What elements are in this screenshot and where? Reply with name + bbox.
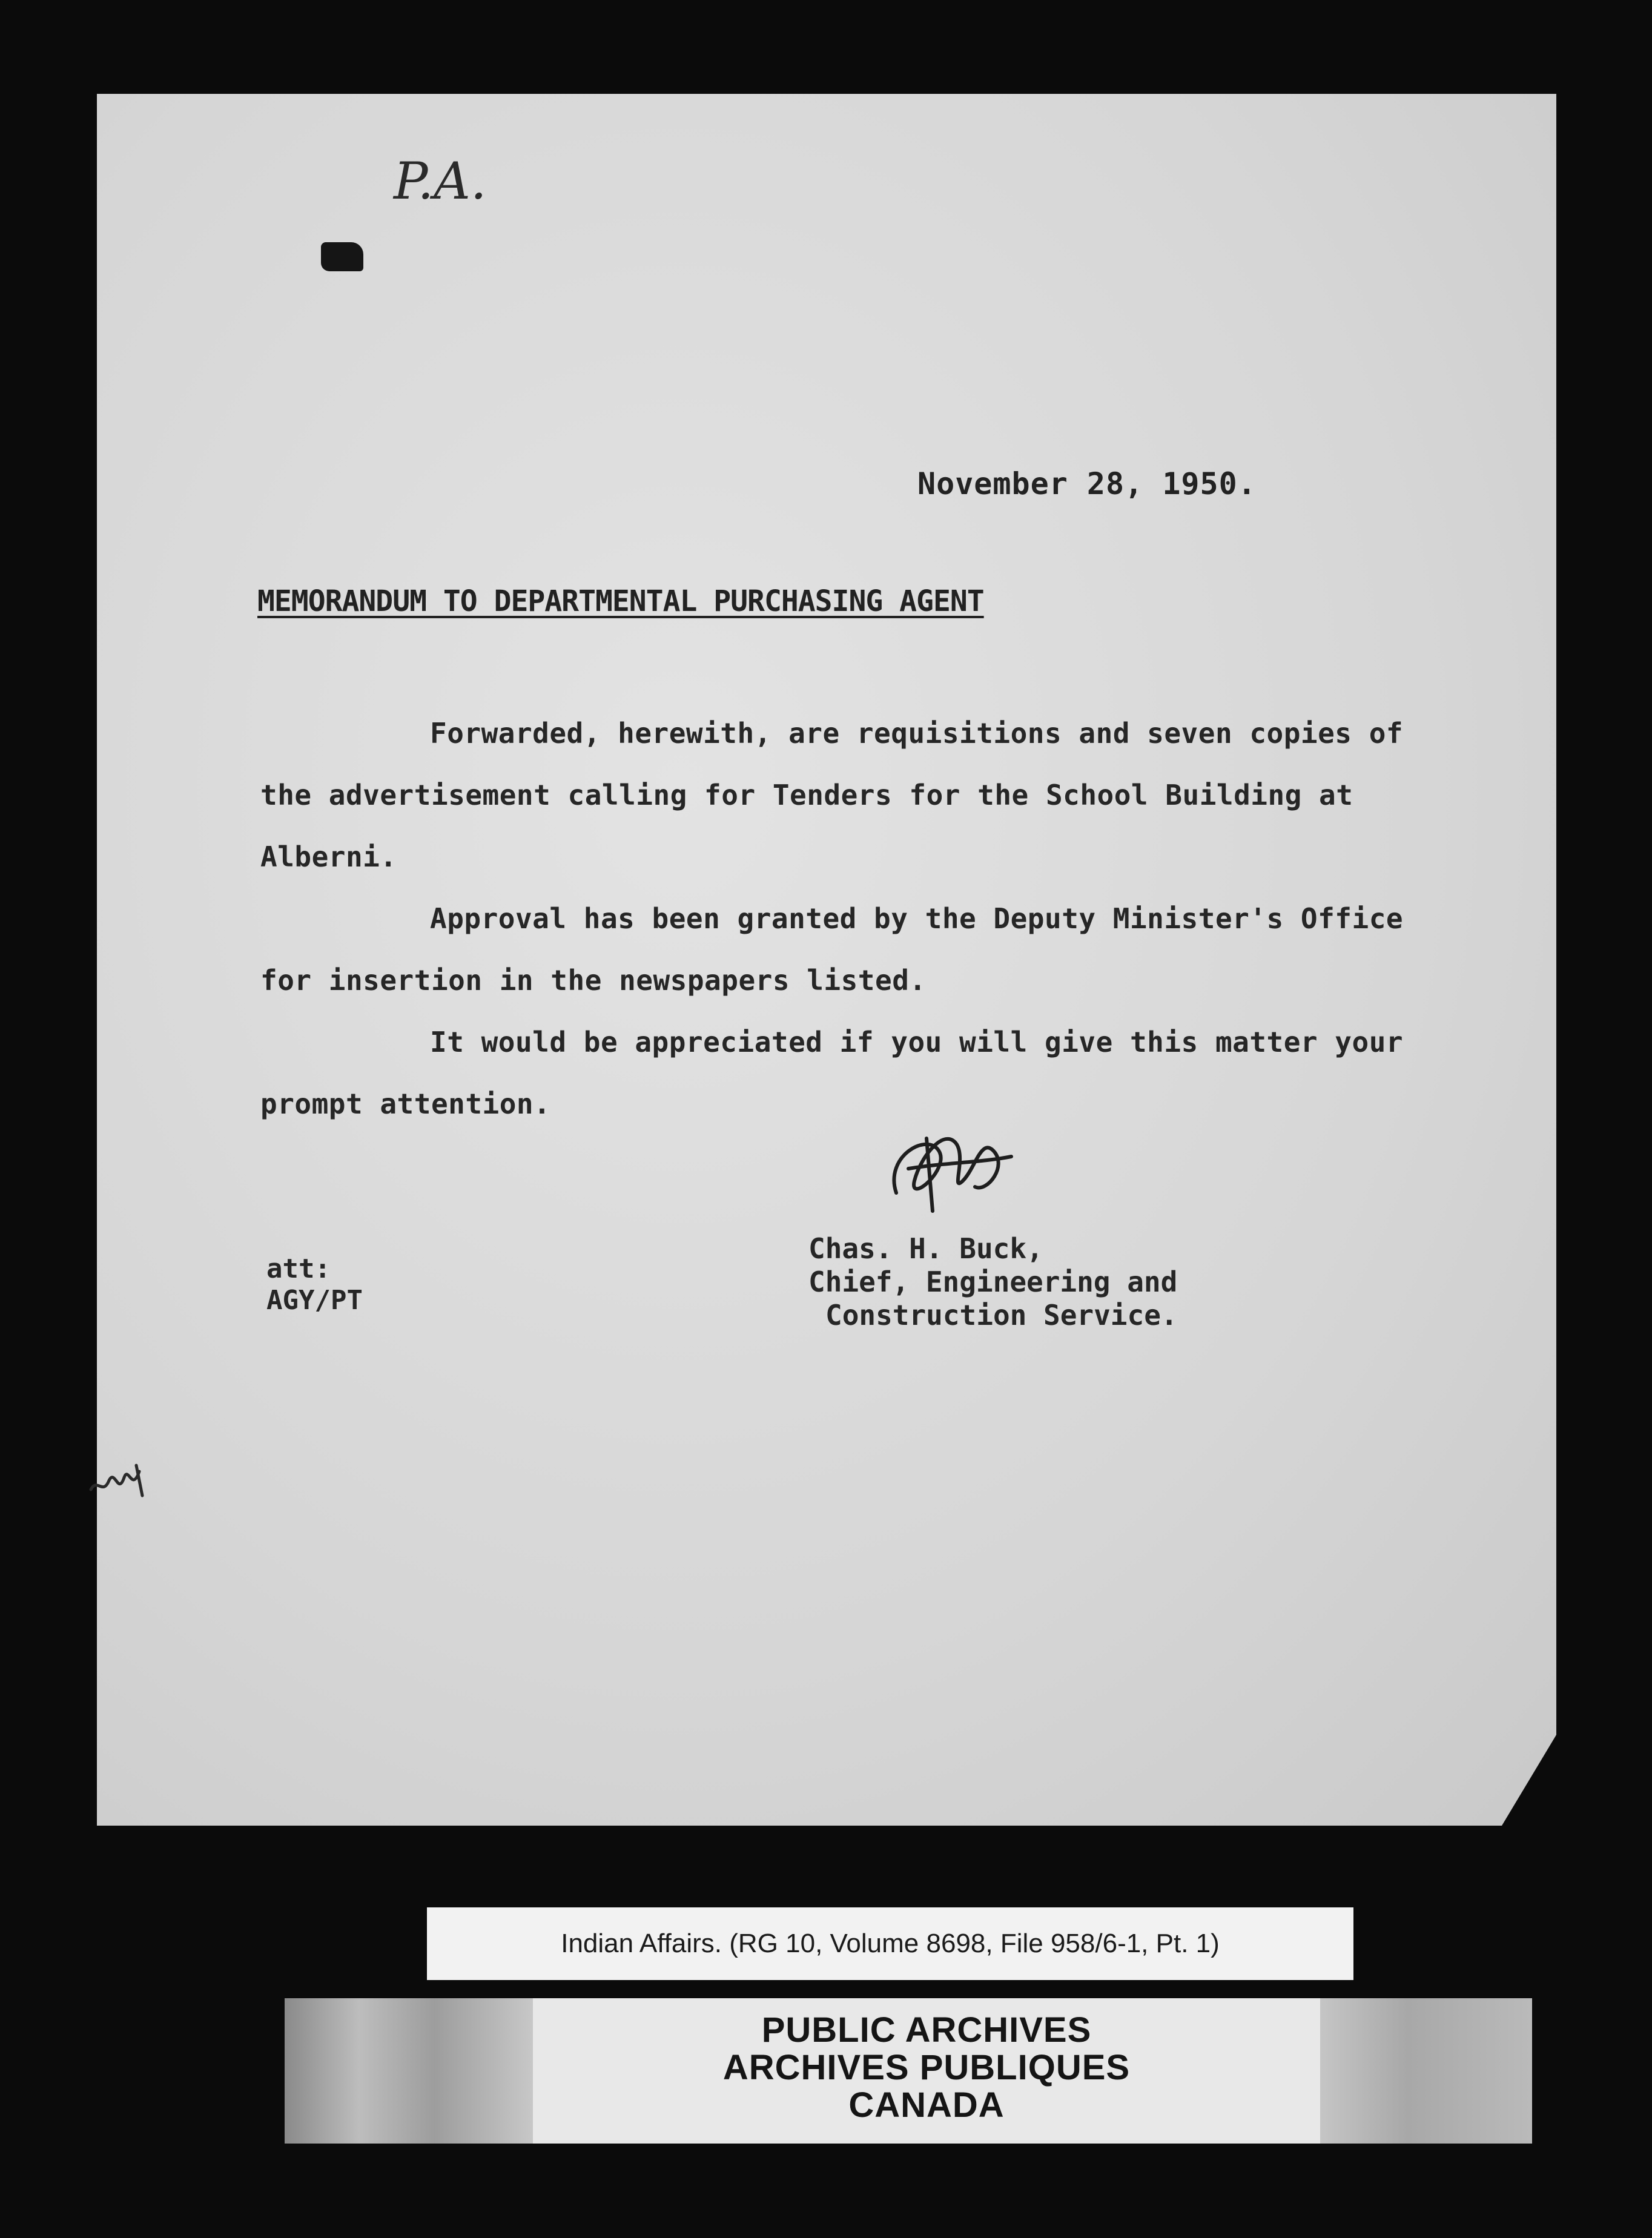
- body-paragraph: Forwarded, herewith, are requisitions and seven copies of the advertisement calling for Tenders for the School Building at Alberni.: [260, 717, 1404, 873]
- margin-scribble: [85, 1453, 151, 1508]
- archive-stamp-line: PUBLIC ARCHIVES: [761, 2010, 1092, 2050]
- body-paragraph: It would be appreciated if you will give this matter your prompt attention.: [260, 1026, 1404, 1120]
- punch-hole-mark: [321, 242, 363, 271]
- attachment-code: AGY/PT: [266, 1285, 363, 1316]
- corner-fold: [1502, 1735, 1556, 1826]
- handwritten-signature: [872, 1120, 1023, 1223]
- archive-stamp: [533, 2012, 1320, 2124]
- archive-reference-label: Indian Affairs. (RG 10, Volume 8698, File 958/6-1, Pt. 1): [427, 1907, 1353, 1980]
- archive-stamp-line: CANADA: [848, 2085, 1005, 2125]
- signature-block: [808, 1232, 1178, 1332]
- handwritten-initials: P.A.: [394, 151, 487, 211]
- signatory-title: Chief, Engineering and: [808, 1266, 1178, 1298]
- memo-heading: MEMORANDUM TO DEPARTMENTAL PURCHASING AGENT: [257, 584, 984, 618]
- attachment-label: att:: [266, 1253, 331, 1284]
- letter-date: November 28, 1950.: [917, 466, 1257, 501]
- letter-body: [260, 702, 1411, 1135]
- archive-stamp-line: ARCHIVES PUBLIQUES: [722, 2048, 1131, 2087]
- attachment-note: [266, 1253, 363, 1316]
- signatory-name: Chas. H. Buck,: [808, 1232, 1043, 1265]
- body-paragraph: Approval has been granted by the Deputy Minister's Office for insertion in the newspapers listed.: [260, 902, 1404, 997]
- signatory-department: Construction Service.: [825, 1299, 1178, 1332]
